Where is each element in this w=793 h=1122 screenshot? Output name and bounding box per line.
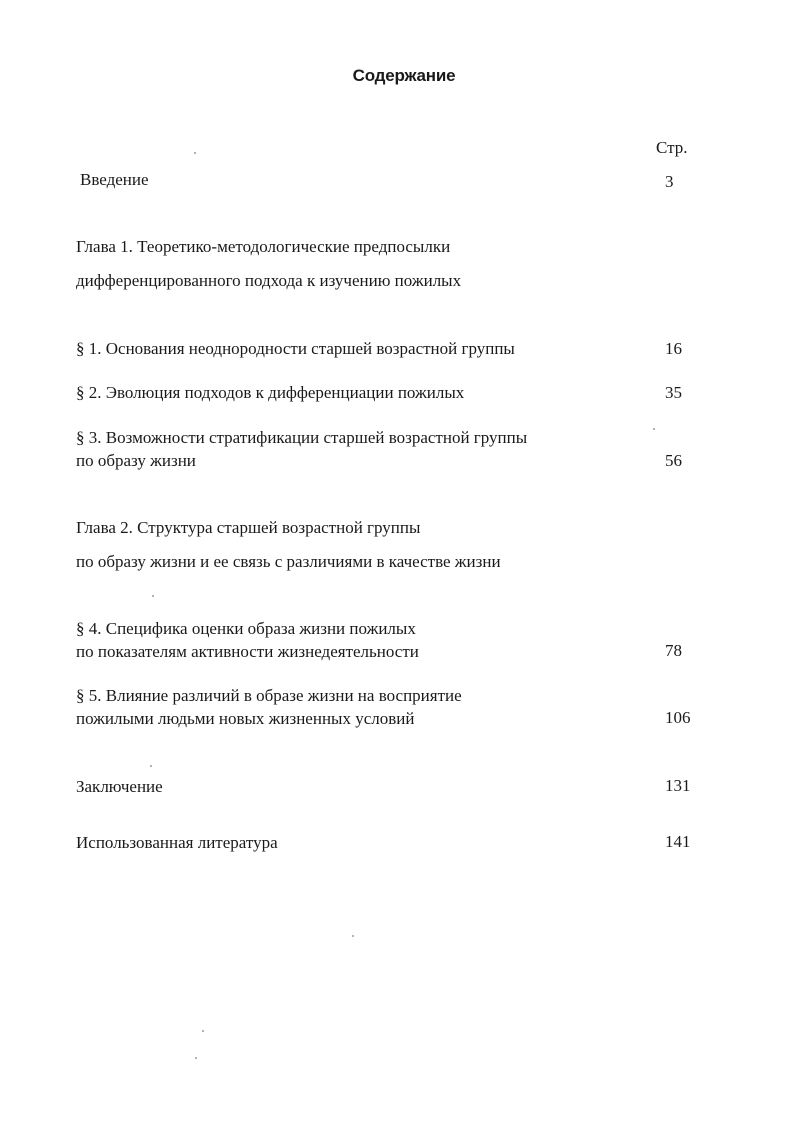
toc-entry-section-2-label: § 2. Эволюция подходов к дифференциации пожилых (76, 383, 465, 402)
scan-speck (202, 1030, 204, 1032)
toc-entry-intro-page: 3 (665, 172, 674, 191)
scan-speck (194, 152, 196, 154)
toc-entry-intro-label: Введение (80, 170, 149, 189)
scan-speck (150, 765, 152, 767)
toc-entry-section-4-label-line-2: по показателям активности жизнедеятельности (76, 642, 419, 661)
scan-speck (195, 1057, 197, 1059)
toc-entry-section-3-page: 56 (665, 451, 682, 470)
toc-entry-conclusion-page: 131 (665, 776, 691, 795)
toc-entry-section-1-page: 16 (665, 339, 682, 358)
toc-entry-section-3-label-line-2: по образу жизни (76, 451, 196, 470)
chapter-1-title-line-2: дифференцированного подхода к изучению пожилых (76, 271, 462, 290)
toc-entry-section-1-label: § 1. Основания неоднородности старшей возрастной группы (76, 339, 515, 358)
toc-entry-section-5-label-line-2: пожилыми людьми новых жизненных условий (76, 709, 415, 728)
chapter-2-title-line-2: по образу жизни и ее связь с различиями в качестве жизни (76, 552, 501, 571)
toc-entry-references-label: Использованная литература (76, 833, 278, 852)
page-column-header: Стр. (656, 138, 688, 157)
scan-speck (152, 595, 154, 597)
toc-entry-section-4-label-line-1: § 4. Специфика оценки образа жизни пожилых (76, 619, 416, 638)
scan-speck (653, 428, 655, 430)
chapter-2-title-line-1: Глава 2. Структура старшей возрастной группы (76, 518, 421, 537)
toc-entry-section-2-page: 35 (665, 383, 682, 402)
toc-entry-references-page: 141 (665, 832, 691, 851)
toc-entry-conclusion-label: Заключение (76, 777, 163, 796)
toc-entry-section-5-label-line-1: § 5. Влияние различий в образе жизни на восприятие (76, 686, 462, 705)
page-title: Содержание (352, 66, 456, 85)
toc-entry-section-5-page: 106 (665, 708, 691, 727)
toc-entry-section-4-page: 78 (665, 641, 682, 660)
toc-entry-section-3-label-line-1: § 3. Возможности стратификации старшей возрастной группы (76, 428, 528, 447)
chapter-1-title-line-1: Глава 1. Теоретико-методологические предпосылки (76, 237, 451, 256)
scan-speck (352, 935, 354, 937)
